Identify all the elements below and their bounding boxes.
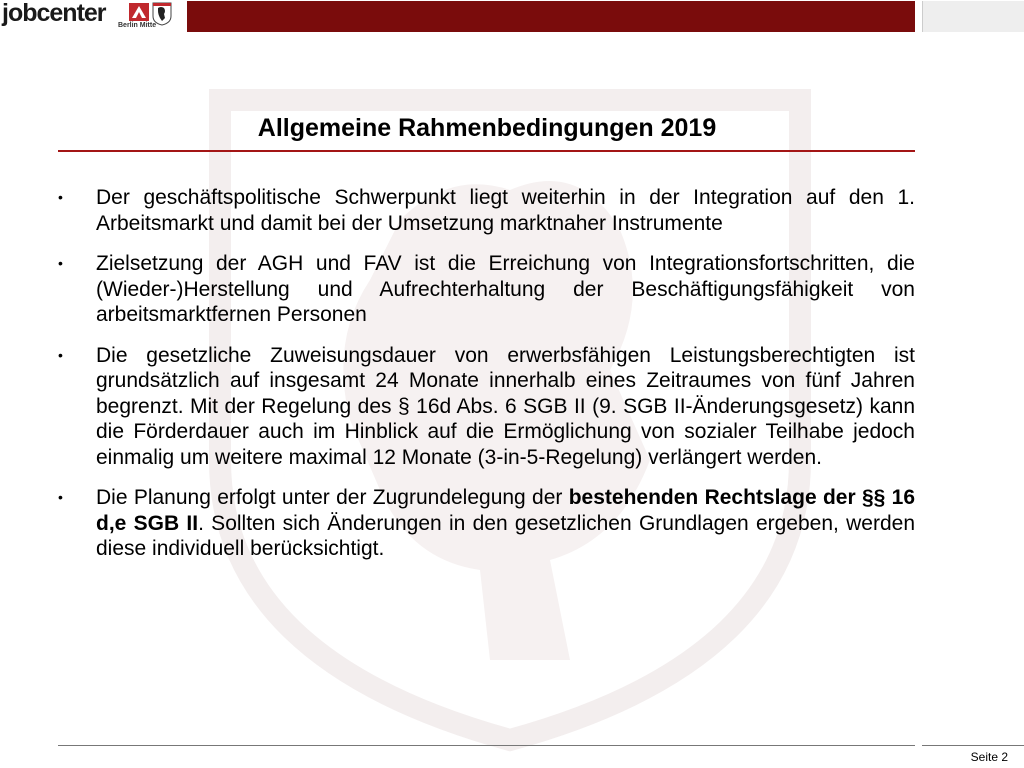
bullet-item — [58, 185, 915, 236]
logo-arrow-icon — [129, 3, 149, 21]
bullet-icon: • — [58, 255, 63, 271]
bullet-icon: • — [58, 346, 63, 363]
bullet-text: Die gesetzliche Zuweisungsdauer von erwerbsfähigen Leistungsberechtigten ist grundsätzlich auf insgesamt 24 Monate innerhalb eines Zeitraumes von fünf Jahren begrenzt. Mit der Regelung des § 16d Abs. 6 SGB II (9. SGB II-Änderungsgesetz) kann die Förderdauer auch im Hinblick auf die Ermöglichung von sozialer Teilhabe jedoch einmalig um weitere maximal 12 Monate (3-in-5-Regelung) verlängert werden. — [96, 343, 915, 469]
bullet-item — [58, 343, 915, 471]
bullet-text-emphasis: bestehenden Rechtslage der §§ 16 d,e SGB II — [96, 486, 915, 535]
slide-title: Allgemeine Rahmenbedingungen 2019 — [257, 114, 717, 142]
title-divider — [58, 150, 915, 152]
footer-divider — [58, 745, 915, 746]
bullet-text-part: . Sollten sich Änderungen in den gesetzlichen Grundlagen ergeben, werden diese individuell berücksichtigt. — [96, 511, 916, 560]
bullet-list — [58, 185, 915, 577]
bullet-text-part: Die Planung erfolgt unter der Zugrundelegung der — [96, 486, 569, 509]
bullet-icon: • — [58, 189, 63, 205]
bullet-icon: • — [58, 489, 63, 505]
bullet-text: Zielsetzung der AGH und FAV ist die Erreichung von Integrationsfortschritten, die (Wieder-)Herstellung und Aufrechterhaltung der Beschäftigungsfähigkeit von arbeitsmarktfernen Personen — [96, 252, 915, 326]
bullet-text — [96, 486, 915, 560]
header-bar — [187, 1, 915, 32]
header-gray-box — [922, 1, 1024, 32]
page-number: Seite 2 — [970, 750, 1008, 764]
bullet-item — [58, 251, 915, 328]
bullet-text: Der geschäftspolitische Schwerpunkt liegt weiterhin in der Integration auf den 1. Arbeitsmarkt und damit bei der Umsetzung marktnaher Instrumente — [96, 186, 915, 235]
logo-subtitle: Berlin Mitte — [118, 22, 157, 29]
footer-divider-right — [922, 745, 1024, 746]
logo-text: jobcenter — [2, 0, 106, 27]
jobcenter-logo — [0, 0, 180, 32]
bullet-item — [58, 485, 915, 562]
